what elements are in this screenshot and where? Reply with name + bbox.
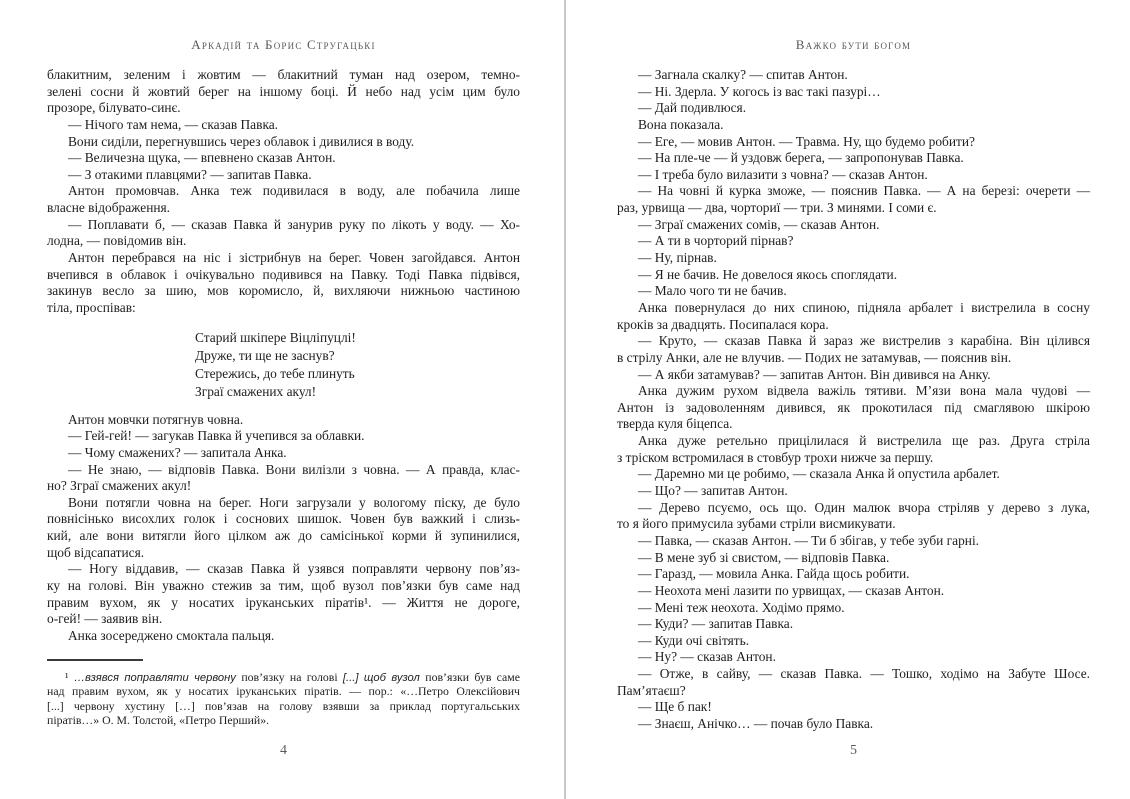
left-page: [47, 0, 520, 799]
text-segment: ¹: [65, 670, 74, 684]
text-segment: в стрілу Анки, але не влучив. — Подих не затамував, — пояснив він.: [617, 349, 1012, 365]
text-line: [617, 367, 1090, 384]
text-line: [617, 134, 1090, 151]
text-segment: закинув весло за шию, мов коромисло, й, вихляючи нижньою частиною: [47, 283, 520, 299]
text-line: [47, 283, 520, 300]
text-segment: [...] червону хустину […] пов’язав на голову взявши за приклад португальських: [47, 698, 520, 713]
text-segment: — На пле-че — й уздовж берега, — запропонував Павка.: [638, 150, 964, 166]
text-line: [617, 150, 1090, 167]
text-segment: — Я не бачив. Не довелося якось споглядати.: [638, 266, 898, 282]
text-line: [617, 233, 1090, 250]
text-line: [47, 478, 520, 495]
text-line: [617, 300, 1090, 317]
text-segment: — А якби затамував? — запитав Антон. Він дивився на Анку.: [638, 366, 991, 382]
text-segment: Вони сиділи, перегнувшись через облавок і дивилися в воду.: [68, 133, 415, 149]
text-segment: — З отакими плавцями? — запитав Павка.: [68, 166, 312, 182]
text-segment: кий, але вони витягли його цілком аж до самісінької корми й зупинилися,: [47, 528, 520, 544]
text-line: [47, 167, 520, 184]
text-line: [47, 511, 520, 528]
text-segment: — Чому смажених? — запитала Анка.: [68, 444, 287, 460]
text-segment: о-гей! — заявив він.: [47, 611, 163, 627]
text-segment: прозоре, білувато-синє.: [47, 100, 181, 116]
text-segment: — Знаєш, Анічко… — почав було Павка.: [638, 715, 874, 731]
text-line: [617, 566, 1090, 583]
text-segment: — Поплавати б, — сказав Павка й занурив руку по лікоть у воду. — Хо-: [68, 216, 520, 232]
text-segment: — Ще б пак!: [638, 699, 712, 715]
text-line: [617, 416, 1090, 433]
poem-line: [47, 365, 520, 383]
text-segment: — Загнала скалку? — спитав Антон.: [638, 67, 848, 82]
text-segment: кроків за двадцять. Посипалася кора.: [617, 316, 829, 332]
text-segment: Вона показала.: [638, 116, 724, 132]
text-segment: — Мало чого ти не бачив.: [638, 283, 787, 299]
text-line: [617, 267, 1090, 284]
text-segment: — Нічого там нема, — сказав Павка.: [68, 116, 279, 132]
text-line: [617, 333, 1090, 350]
text-segment: Анка дуже ретельно прицілилася й вистрелила ще раз. Друга стріла: [638, 433, 1090, 449]
text-segment: щоб відсапатися.: [47, 544, 145, 560]
text-segment: но? Зграї смажених акул!: [47, 478, 192, 494]
text-line: [47, 84, 520, 101]
text-line: [47, 217, 520, 234]
text-segment: Друже, ти ще не заснув?: [195, 347, 335, 363]
text-line: [617, 533, 1090, 550]
text-segment: піратів…» О. М. Толстой, «Петро Перший».: [47, 713, 270, 728]
text-line: [617, 217, 1090, 234]
text-segment: — Неохота мені лазити по урвищах, — сказав Антон.: [638, 582, 945, 598]
text-segment: Анка повернулася до них спиною, підняла арбалет і вистрелила в сосну: [638, 299, 1090, 315]
text-segment: — Ну? — сказав Антон.: [638, 649, 776, 665]
text-segment: — Не знаю, — відповів Павка. Вони вилізли з човна. — А правда, клас-: [68, 461, 520, 477]
text-segment: зелені сосни й жовтий берег на іншому боці. Й небо над усім цим було: [47, 83, 520, 99]
text-segment: — Еге, — мовив Антон. — Травма. Ну, що будемо робити?: [638, 133, 975, 149]
text-segment: — Куди очі світять.: [638, 632, 750, 648]
text-segment: — Величезна щука, — впевнено сказав Антон.: [68, 150, 336, 166]
text-segment: Стережись, до тебе плинуть: [195, 365, 355, 381]
text-segment: — Отже, в сайву, — сказав Павка. — Тошко, ходімо на Забуте Шосе.: [638, 666, 1090, 682]
text-line: [47, 699, 520, 713]
text-line: [617, 600, 1090, 617]
text-line: [47, 528, 520, 545]
text-line: [47, 100, 520, 117]
poem-line: [47, 329, 520, 347]
text-line: [617, 400, 1090, 417]
right-running-header: Важко бути богом: [795, 37, 912, 52]
text-segment: — Ну, пірнав.: [638, 250, 717, 266]
text-line: [47, 134, 520, 151]
text-segment: — Дай подивлюся.: [638, 100, 747, 116]
text-segment: Старий шкіпере Віцліпуцлі!: [195, 329, 356, 345]
text-line: [47, 183, 520, 200]
text-segment: правим вухом, як у носатих іруканських піратів¹. — Життя не дороге,: [47, 594, 520, 610]
text-line: [617, 433, 1090, 450]
text-segment: Антон промовчав. Анка теж подивилася в воду, але побачила лише: [68, 183, 520, 199]
text-segment: — В мене зуб зі свистом, — відповів Павка.: [638, 549, 890, 565]
text-line: [617, 716, 1090, 733]
text-line: [47, 495, 520, 512]
text-line: [617, 616, 1090, 633]
text-line: [47, 578, 520, 595]
text-segment: вчепився в облавок і очікувально подивився на Павку. Тоді Павка підвівся,: [47, 266, 520, 282]
text-line: [47, 611, 520, 628]
right-page-body: [617, 67, 1090, 733]
text-segment: — І треба було вилазити з човна? — сказав Антон.: [638, 166, 928, 182]
text-segment: Пам’ятаєш?: [617, 682, 686, 698]
text-segment: — На човні й курка зможе, — пояснив Павка. — А на березі: очерети —: [638, 183, 1090, 199]
text-line: [617, 383, 1090, 400]
text-line: [617, 250, 1090, 267]
text-line: [617, 483, 1090, 500]
text-line: [617, 100, 1090, 117]
text-segment: — Гаразд, — мовила Анка. Гайда щось робити.: [638, 566, 910, 582]
text-line: [617, 117, 1090, 134]
footnote-text: [47, 670, 520, 728]
text-line: [617, 633, 1090, 650]
text-line: [47, 545, 520, 562]
text-segment: ку на голові. Він уважно стежив за тим, щоб вузол пов’язки був саме над: [47, 578, 520, 594]
text-line: [617, 466, 1090, 483]
right-page-number: 5: [850, 743, 857, 758]
text-segment: — Павка, — сказав Антон. — Ти б збігав, у тебе зуби гарні.: [638, 532, 980, 548]
text-segment: то я його примусила зубами стріли висмикувати.: [617, 516, 896, 532]
text-segment: Зграї смажених акул!: [195, 383, 317, 399]
text-segment: Анка зосереджено смоктала пальця.: [68, 627, 275, 643]
footnote-separator-rule: [47, 659, 143, 661]
text-line: [617, 350, 1090, 367]
text-line: [47, 670, 520, 684]
text-line: [47, 561, 520, 578]
italic-text-segment: …взявся поправляти червону: [73, 672, 242, 684]
poem-line: [47, 383, 520, 401]
text-segment: Антон мовчки потягнув човна.: [68, 411, 244, 427]
text-line: [47, 117, 520, 134]
text-segment: тіла, проспівав:: [47, 299, 136, 315]
text-segment: — Ні. Здерла. У когось із вас такі пазурі…: [638, 83, 881, 99]
text-line: [47, 412, 520, 429]
right-page: [617, 0, 1090, 799]
text-segment: тверда куля біцепса.: [617, 416, 733, 432]
text-line: [617, 666, 1090, 683]
text-segment: — Куди? — запитав Павка.: [638, 616, 794, 632]
vertical-spacer: [47, 401, 520, 412]
text-line: [47, 713, 520, 727]
text-line: [617, 183, 1090, 200]
text-line: [47, 300, 520, 317]
text-line: [617, 500, 1090, 517]
text-segment: над правим вухом, як у носатих іруканських піратів. — пор.: «…Петро Олексійович: [47, 684, 520, 699]
text-line: [47, 67, 520, 84]
text-line: [47, 150, 520, 167]
text-line: [617, 67, 1090, 84]
text-segment: — Мені теж неохота. Ходімо прямо.: [638, 599, 845, 615]
text-segment: раз, урвища — два, чорториї — три. З минями. І соми є.: [617, 200, 937, 216]
text-segment: з тріском встромилася в стовбур трохи нижче за першу.: [617, 449, 934, 465]
text-segment: — Гей-гей! — загукав Павка й учепився за облавки.: [68, 428, 365, 444]
text-segment: — А ти в чорторий пірнав?: [638, 233, 794, 249]
text-line: [617, 317, 1090, 334]
text-line: [617, 550, 1090, 567]
poem-line: [47, 347, 520, 365]
text-line: [617, 200, 1090, 217]
text-line: [47, 595, 520, 612]
text-line: [47, 200, 520, 217]
footnote-block: [47, 659, 520, 728]
text-segment: — Зграї смажених сомів, — сказав Антон.: [638, 216, 880, 232]
vertical-spacer: [47, 317, 520, 329]
text-line: [47, 428, 520, 445]
text-segment: Анка дужим рухом відвела важіль тятиви. М’язи вона мала чудові —: [638, 383, 1090, 399]
text-segment: — Круто, — сказав Павка й зараз же вистрелив з карабіна. Він цілився: [638, 333, 1090, 349]
text-segment: — Даремно ми це робимо, — сказала Анка й опустила арбалет.: [638, 466, 1000, 482]
text-segment: пов’язки був саме: [425, 670, 520, 684]
left-running-header: Аркадій та Борис Стругацькі: [191, 37, 376, 52]
left-page-body: [47, 67, 520, 645]
text-segment: Антон перебрався на ніс і зістрибнув на берег. Човен загойдався. Антон: [68, 250, 520, 266]
text-line: [617, 167, 1090, 184]
text-line: [47, 233, 520, 250]
text-line: [47, 445, 520, 462]
text-line: [47, 462, 520, 479]
text-segment: лодна, — повідомив він.: [47, 233, 187, 249]
text-line: [617, 649, 1090, 666]
text-segment: блакитним, зеленим і жовтим — блакитний туман над озером, темно-: [47, 67, 520, 82]
text-line: [617, 583, 1090, 600]
text-segment: — Дерево псуємо, ось що. Один малюк вчора стріляв у дерево з лука,: [638, 499, 1090, 515]
text-segment: власне відображення.: [47, 200, 171, 216]
text-line: [617, 84, 1090, 101]
text-line: [617, 516, 1090, 533]
text-line: [617, 683, 1090, 700]
text-line: [617, 283, 1090, 300]
text-line: [47, 628, 520, 645]
text-line: [617, 699, 1090, 716]
italic-text-segment: [...] щоб вузол: [342, 672, 426, 684]
text-line: [617, 450, 1090, 467]
text-line: [47, 250, 520, 267]
page-divider: [564, 0, 566, 799]
text-segment: пов’язку на голові: [241, 670, 343, 684]
text-segment: Антон із задоволенням дивився, як прокотилася під смаглявою шкірою: [617, 399, 1090, 415]
text-line: [47, 684, 520, 698]
text-segment: — Що? — запитав Антон.: [638, 483, 788, 499]
text-segment: — Ногу віддавив, — сказав Павка й узявся поправляти червону пов’яз-: [68, 561, 520, 577]
text-segment: повнісінько висохлих голок і соснових шишок. Човен був важкий і слизь-: [47, 511, 520, 527]
text-segment: Вони потягли човна на берег. Ноги загрузали у вологому піску, де було: [68, 494, 520, 510]
left-page-number: 4: [280, 743, 287, 758]
text-line: [47, 267, 520, 284]
